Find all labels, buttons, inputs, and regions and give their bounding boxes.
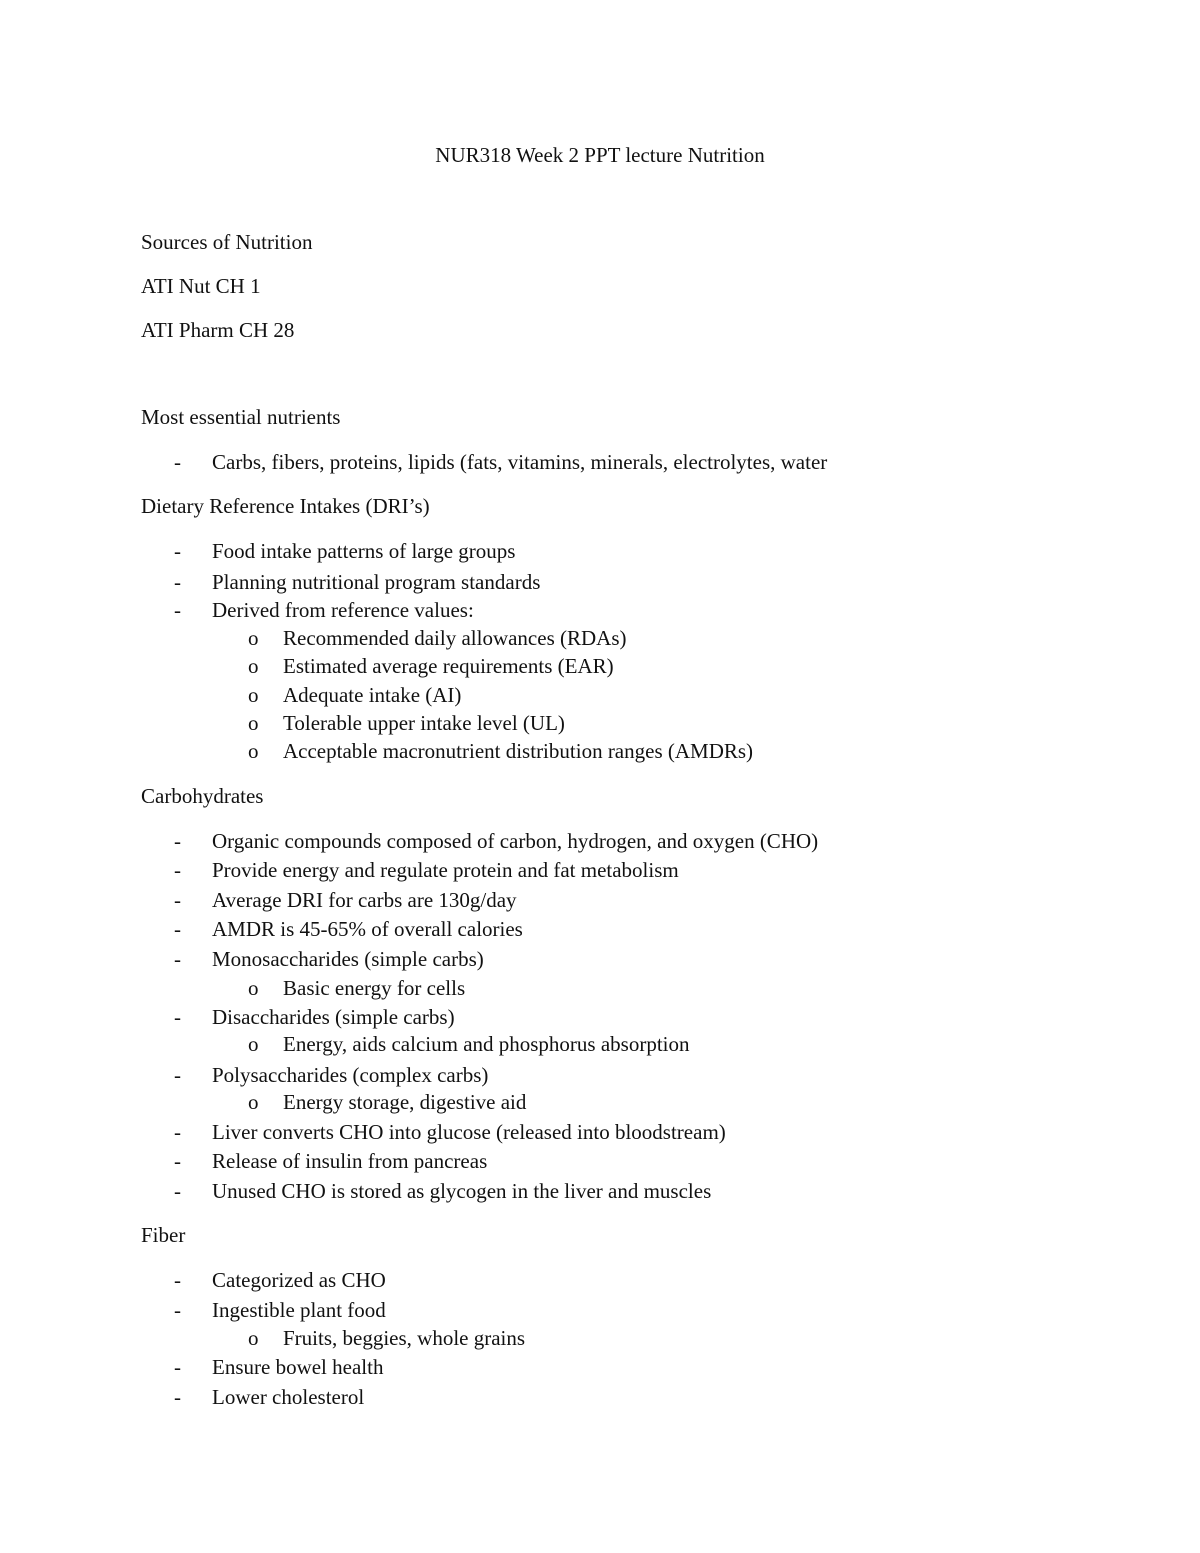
- circle-bullet: o: [248, 711, 259, 735]
- list-item-text: Derived from reference values:: [212, 598, 474, 622]
- sub-list-item-text: Estimated average requirements (EAR): [283, 654, 614, 678]
- list-item-text: Provide energy and regulate protein and fat metabolism: [212, 858, 679, 882]
- list-item-text: Organic compounds composed of carbon, hydrogen, and oxygen (CHO): [212, 829, 819, 853]
- dash-bullet: -: [174, 829, 181, 853]
- dash-bullet: -: [174, 1179, 181, 1203]
- circle-bullet: o: [248, 976, 259, 1000]
- circle-bullet: o: [248, 626, 259, 650]
- circle-bullet: o: [248, 739, 259, 763]
- sub-list-item-text: Energy, aids calcium and phosphorus absorption: [283, 1032, 690, 1056]
- dash-bullet: -: [174, 888, 181, 912]
- circle-bullet: o: [248, 683, 259, 707]
- dash-bullet: -: [174, 1385, 181, 1409]
- circle-bullet: o: [248, 1326, 259, 1350]
- dash-bullet: -: [174, 539, 181, 563]
- section-heading-dri: Dietary Reference Intakes (DRI’s): [141, 494, 430, 518]
- sub-list-item-text: Energy storage, digestive aid: [283, 1090, 527, 1114]
- source-ref: ATI Nut CH 1: [141, 274, 261, 298]
- list-item-text: Disaccharides (simple carbs): [212, 1005, 455, 1029]
- document-title: NUR318 Week 2 PPT lecture Nutrition: [435, 143, 765, 167]
- dash-bullet: -: [174, 1298, 181, 1322]
- dash-bullet: -: [174, 947, 181, 971]
- source-ref: ATI Pharm CH 28: [141, 318, 295, 342]
- dash-bullet: -: [174, 1063, 181, 1087]
- dash-bullet: -: [174, 1005, 181, 1029]
- dash-bullet: -: [174, 450, 181, 474]
- list-item-text: Monosaccharides (simple carbs): [212, 947, 484, 971]
- list-item-text: Release of insulin from pancreas: [212, 1149, 488, 1173]
- sub-list-item-text: Tolerable upper intake level (UL): [283, 711, 565, 735]
- sub-list-item-text: Fruits, beggies, whole grains: [283, 1326, 526, 1350]
- list-item-text: AMDR is 45-65% of overall calories: [212, 917, 523, 941]
- circle-bullet: o: [248, 1032, 259, 1056]
- sub-list-item-text: Recommended daily allowances (RDAs): [283, 626, 627, 650]
- section-heading-fiber: Fiber: [141, 1223, 186, 1247]
- list-item-text: Ensure bowel health: [212, 1355, 384, 1379]
- dash-bullet: -: [174, 1149, 181, 1173]
- dash-bullet: -: [174, 570, 181, 594]
- list-item-text: Polysaccharides (complex carbs): [212, 1063, 489, 1087]
- list-item-text: Planning nutritional program standards: [212, 570, 541, 594]
- dash-bullet: -: [174, 598, 181, 622]
- sub-list-item-text: Acceptable macronutrient distribution ranges (AMDRs): [283, 739, 754, 763]
- list-item-text: Ingestible plant food: [212, 1298, 386, 1322]
- dash-bullet: -: [174, 1355, 181, 1379]
- dash-bullet: -: [174, 917, 181, 941]
- dash-bullet: -: [174, 858, 181, 882]
- section-heading-sources: Sources of Nutrition: [141, 230, 313, 254]
- circle-bullet: o: [248, 654, 259, 678]
- list-item-text: Food intake patterns of large groups: [212, 539, 516, 563]
- list-item-text: Unused CHO is stored as glycogen in the liver and muscles: [212, 1179, 712, 1203]
- list-item-text: Categorized as CHO: [212, 1268, 386, 1292]
- circle-bullet: o: [248, 1090, 259, 1114]
- section-heading-carbohydrates: Carbohydrates: [141, 784, 264, 808]
- sub-list-item-text: Adequate intake (AI): [283, 683, 462, 707]
- dash-bullet: -: [174, 1268, 181, 1292]
- sub-list-item-text: Basic energy for cells: [283, 976, 466, 1000]
- list-item-text: Carbs, fibers, proteins, lipids (fats, vitamins, minerals, electrolytes, water: [212, 450, 828, 474]
- list-item-text: Average DRI for carbs are 130g/day: [212, 888, 517, 912]
- list-item-text: Liver converts CHO into glucose (released into bloodstream): [212, 1120, 726, 1144]
- list-item-text: Lower cholesterol: [212, 1385, 365, 1409]
- section-heading-essential-nutrients: Most essential nutrients: [141, 405, 341, 429]
- dash-bullet: -: [174, 1120, 181, 1144]
